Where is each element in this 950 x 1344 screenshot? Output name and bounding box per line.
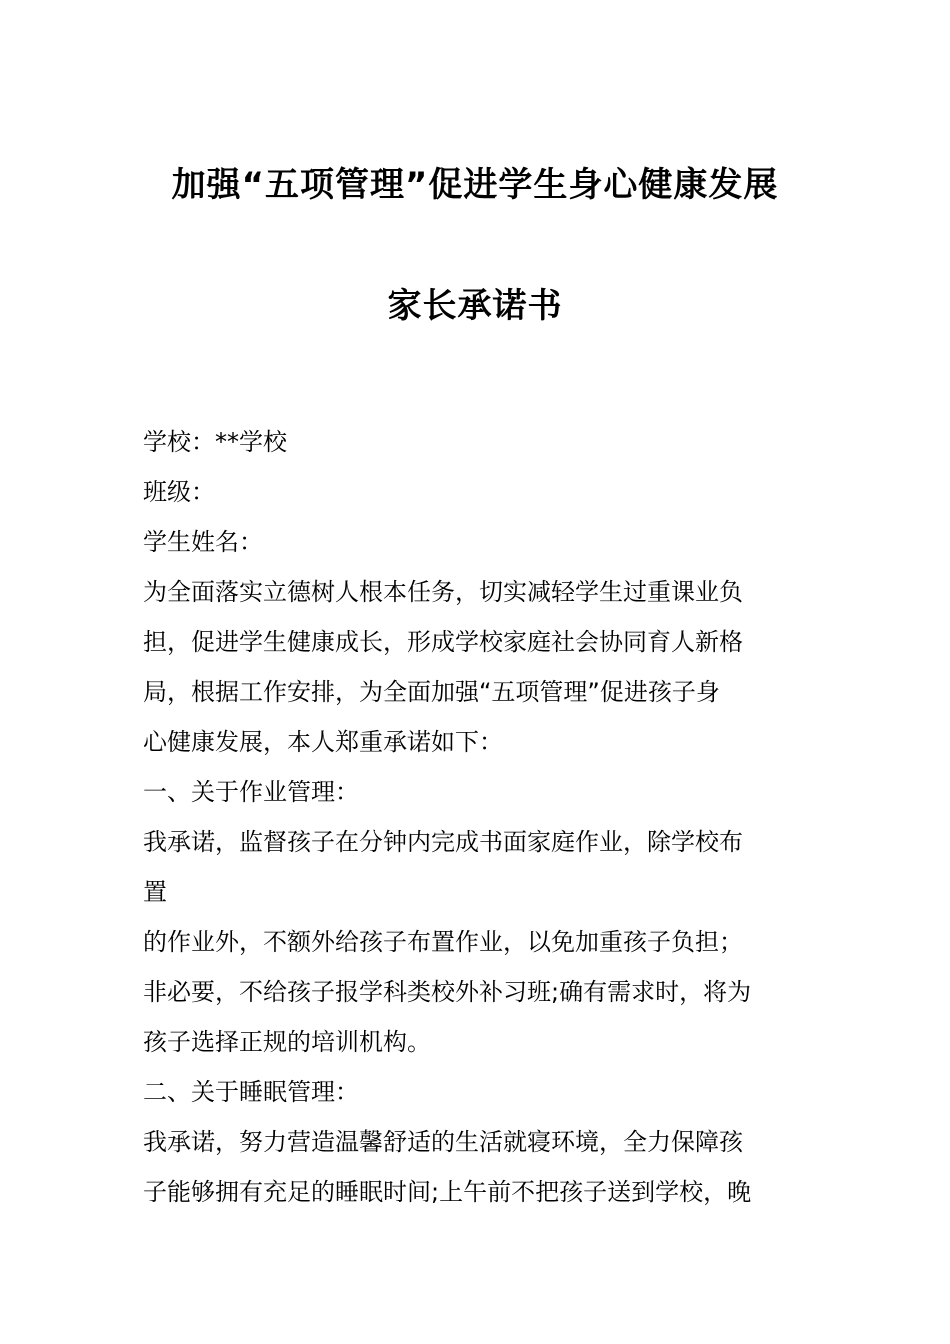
student-name-field: 学生姓名： (143, 528, 263, 556)
class-field: 班级： (143, 478, 215, 506)
paragraph-line: 非必要，不给孩子报学科类校外补习班;确有需求时，将为 (143, 978, 752, 1006)
paragraph-line: 为全面落实立德树人根本任务，切实减轻学生过重课业负 (143, 578, 743, 606)
paragraph-line: 子能够拥有充足的睡眠时间;上午前不把孩子送到学校，晚 (143, 1178, 752, 1206)
paragraph-line: 局，根据工作安排，为全面加强“五项管理”促进孩子身 (143, 678, 720, 706)
school-field: 学校：**学校 (143, 428, 287, 456)
paragraph-line: 的作业外，不额外给孩子布置作业，以免加重孩子负担； (143, 928, 743, 956)
paragraph-line: 我承诺，努力营造温馨舒适的生活就寝环境，全力保障孩 (143, 1128, 743, 1156)
section-heading-sleep: 二、关于睡眠管理： (143, 1078, 359, 1106)
paragraph-line: 孩子选择正规的培训机构。 (143, 1028, 431, 1056)
paragraph-line: 心健康发展，本人郑重承诺如下： (143, 728, 503, 756)
section-heading-homework: 一、关于作业管理： (143, 778, 359, 806)
document-subtitle: 家长承诺书 (387, 286, 563, 326)
paragraph-line: 我承诺，监督孩子在分钟内完成书面家庭作业，除学校布 (143, 828, 743, 856)
document-body (143, 417, 813, 1217)
document-title: 加强“五项管理”促进学生身心健康发展 (171, 165, 779, 205)
paragraph-line: 担，促进学生健康成长，形成学校家庭社会协同育人新格 (143, 628, 743, 656)
paragraph-line: 置 (143, 878, 167, 906)
